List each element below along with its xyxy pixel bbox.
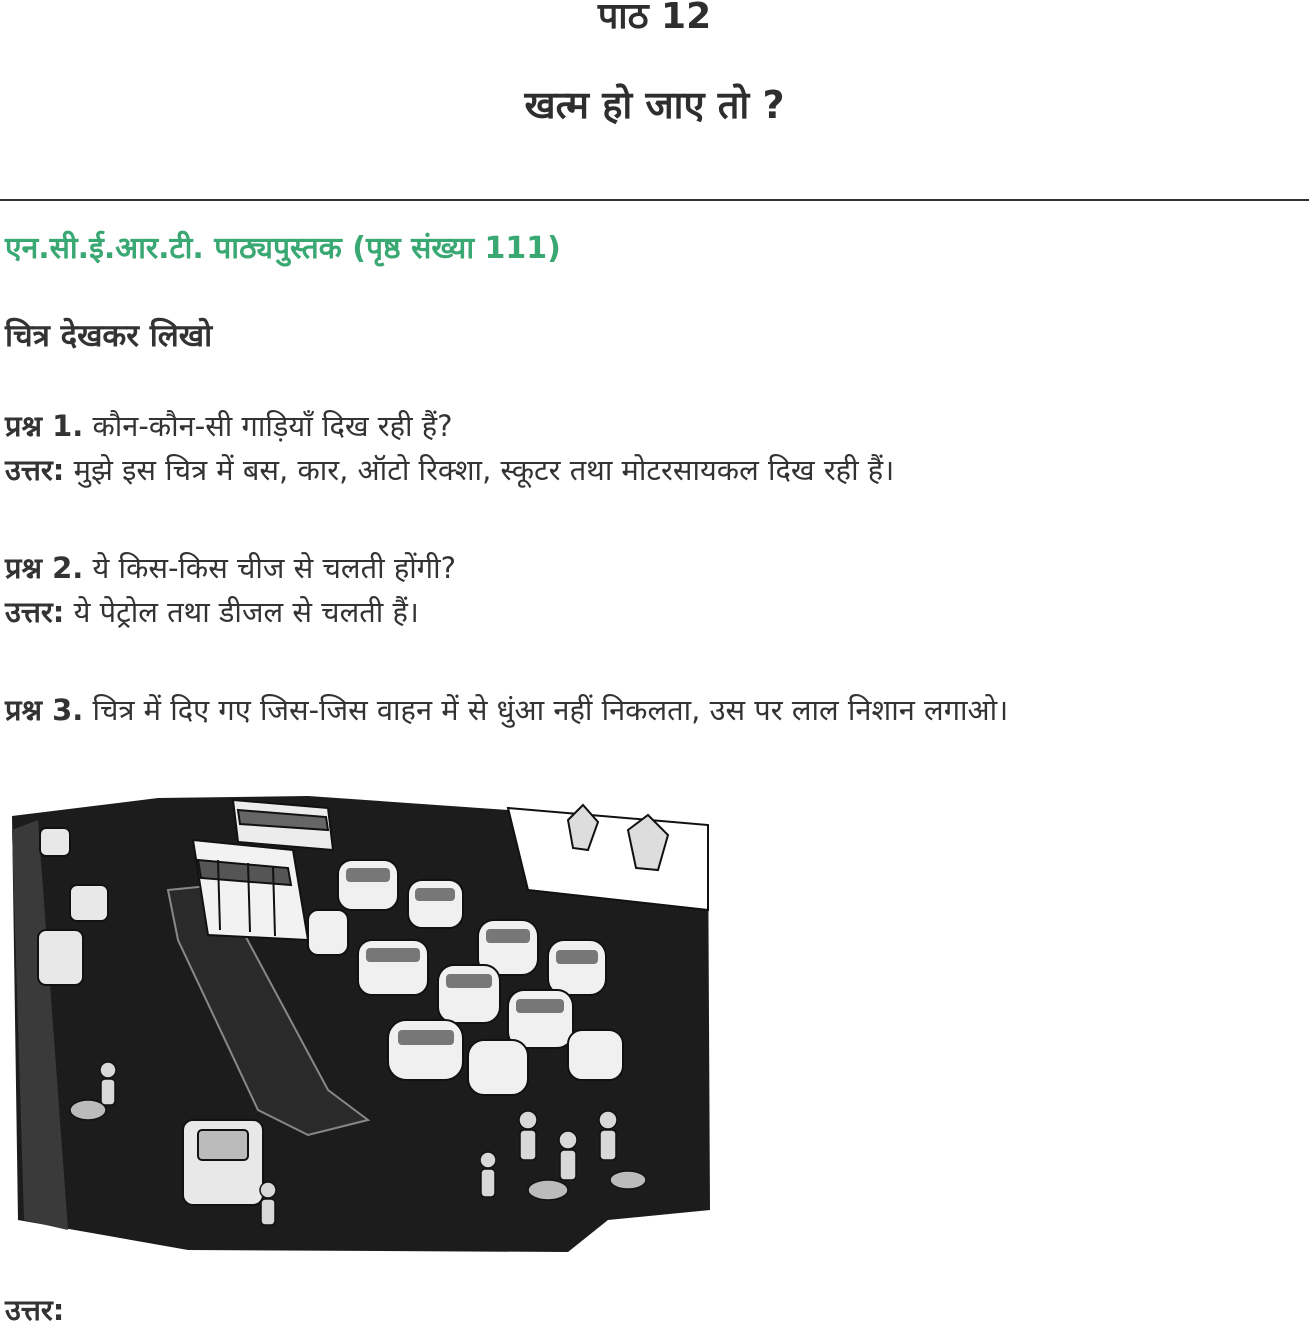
answer-label: उत्तर: [5, 595, 65, 629]
answer-text: मुझे इस चित्र में बस, कार, ऑटो रिक्शा, स्कूटर तथा मोटरसायकल दिख रही हैं। [64, 453, 895, 487]
question-label: प्रश्न 1. [5, 409, 84, 443]
question-text: चित्र में दिए गए जिस-जिस वाहन में से धुंआ नहीं निकलता, उस पर लाल निशान लगाओ। [83, 693, 1009, 727]
question-1 [5, 406, 453, 445]
traffic-scene-illustration [8, 790, 710, 1252]
question-text: ये किस-किस चीज से चलती होंगी? [83, 551, 456, 585]
textbook-reference: एन.सी.ई.आर.टी. पाठ्यपुस्तक (पृष्ठ संख्या 111) [5, 231, 561, 266]
question-label: प्रश्न 2. [5, 551, 84, 585]
answer-1 [5, 450, 894, 489]
final-answer-label: उत्तर: [5, 1293, 65, 1327]
question-3 [5, 690, 1008, 729]
answer-text: ये पेट्रोल तथा डीजल से चलती हैं। [64, 595, 419, 629]
question-label: प्रश्न 3. [5, 693, 84, 727]
chapter-number: पाठ 12 [597, 0, 712, 37]
question-text: कौन-कौन-सी गाड़ियाँ दिख रही हैं? [83, 409, 453, 443]
header-divider [0, 199, 1309, 201]
chapter-title: खत्म हो जाए तो ? [524, 83, 785, 127]
question-2 [5, 548, 456, 587]
answer-label: उत्तर: [5, 453, 65, 487]
section-heading: चित्र देखकर लिखो [5, 318, 213, 354]
answer-2 [5, 592, 419, 631]
